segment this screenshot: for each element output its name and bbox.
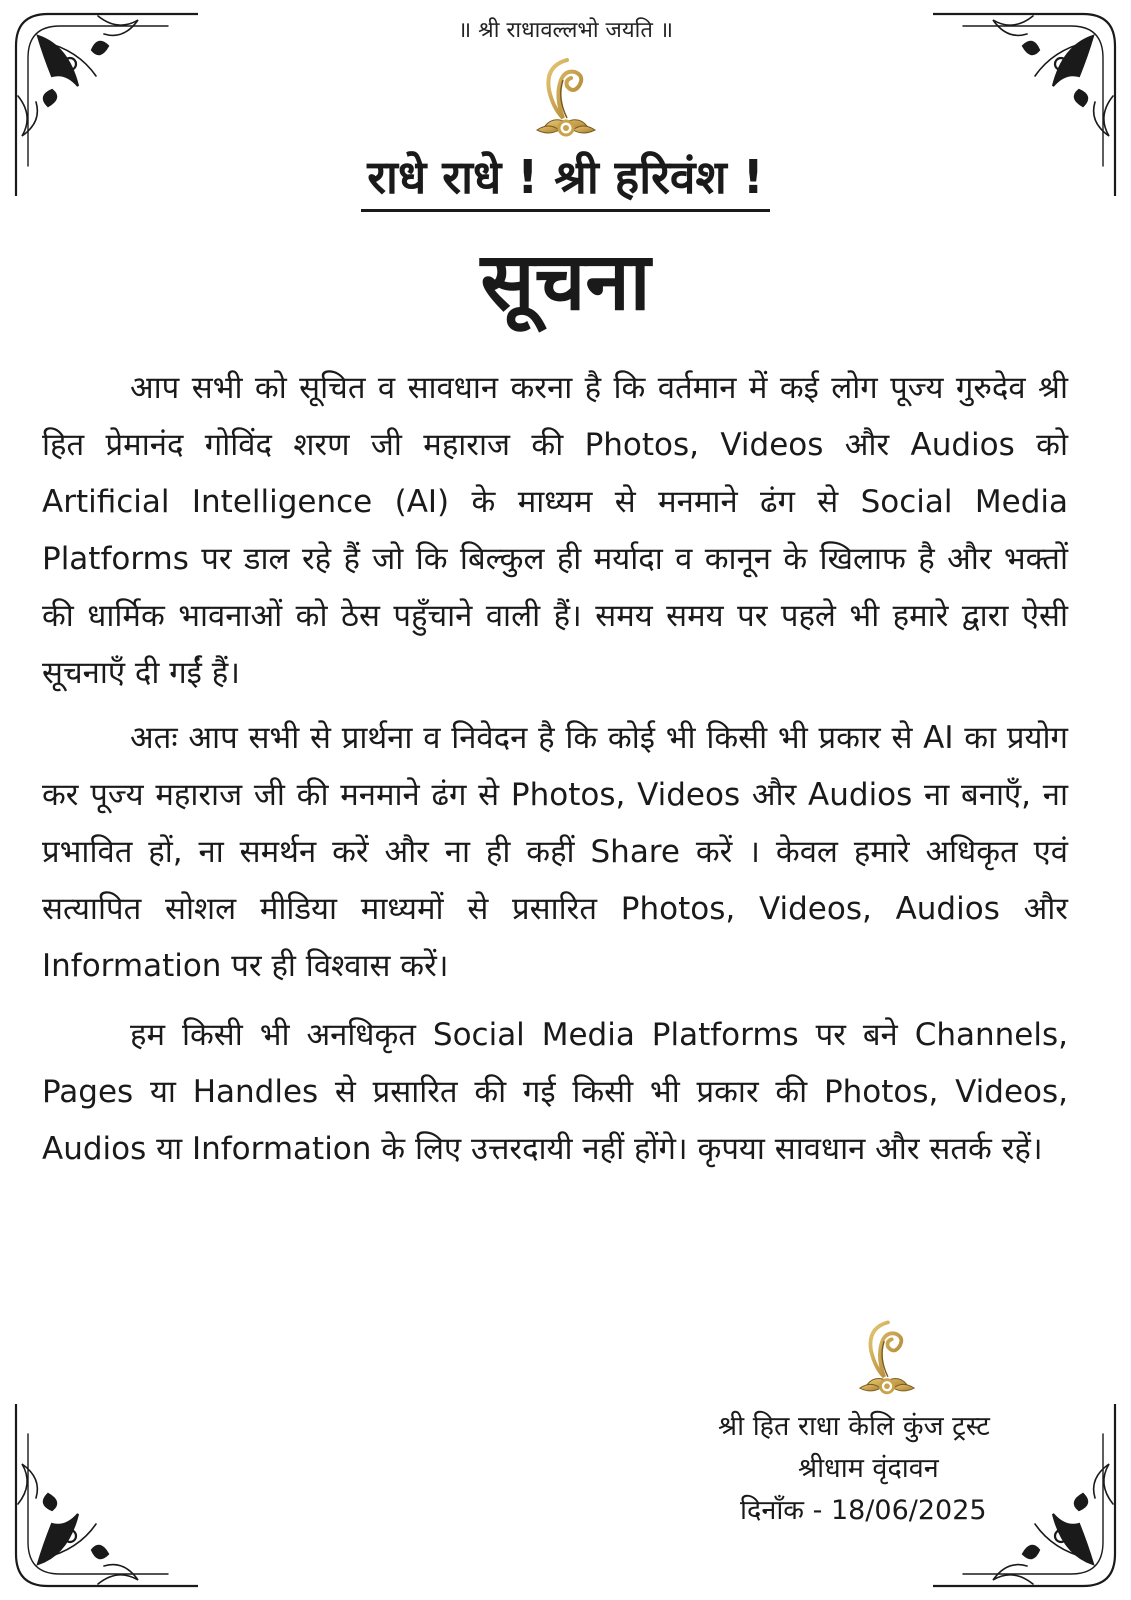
signature-block [690, 1406, 1090, 1532]
tilak-lotus-emblem-icon [856, 1318, 918, 1400]
greeting-text: राधे राधे ! श्री हरिवंश ! [361, 150, 770, 212]
place-name: श्रीधाम वृंदावन [798, 1453, 939, 1484]
paragraph-3: हम किसी भी अनधिकृत Social Media Platforms पर बने Channels, Pages या Handles से प्रसारित की गई किसी भी प्रकार की Photos, Videos, Audios या Information के लिए उत्तरदायी नहीं होंगे। कृपया सावधान और सतर्क रहें। [42, 1017, 1068, 1167]
greeting-heading [0, 150, 1131, 212]
organization-name: श्री हित राधा केलि कुंज ट्रस्ट [718, 1411, 990, 1442]
tilak-lotus-emblem-icon [533, 56, 599, 142]
page-title: सूचना [480, 235, 651, 328]
notice-date: दिनाँक - 18/06/2025 [740, 1495, 987, 1526]
invocation-line: ॥ श्री राधावल्लभो जयति ॥ [457, 18, 674, 43]
ornamental-corner-icon [8, 1404, 198, 1594]
paragraph-1: आप सभी को सूचित व सावधान करना है कि वर्तमान में कई लोग पूज्य गुरुदेव श्री हित प्रेमानंद गोविंद शरण जी महाराज की Photos, Videos और Audios को Artificial Intelligence (AI) के माध्यम से मनमाने ढंग से Social Media Platforms पर डाल रहे हैं जो कि बिल्कुल ही मर्यादा व कानून के खिलाफ है और भक्तों की धार्मिक भावनाओं को ठेस पहुँचाने वाली हैं। समय समय पर पहले भी हमारे द्वारा ऐसी सूचनाएँ दी गईं हैं। [42, 370, 1068, 691]
notice-body [42, 360, 1068, 1178]
paragraph-2: अतः आप सभी से प्रार्थना व निवेदन है कि कोई भी किसी भी प्रकार से AI का प्रयोग कर पूज्य महाराज जी की मनमाने ढंग से Photos, Videos और Audios ना बनाएँ, ना प्रभावित हों, ना समर्थन करें और ना ही कहीं Share करें । केवल हमारे अधिकृत एवं सत्यापित सोशल मीडिया माध्यमों से प्रसारित Photos, Videos, Audios और Information पर ही विश्वास करें। [42, 720, 1068, 984]
